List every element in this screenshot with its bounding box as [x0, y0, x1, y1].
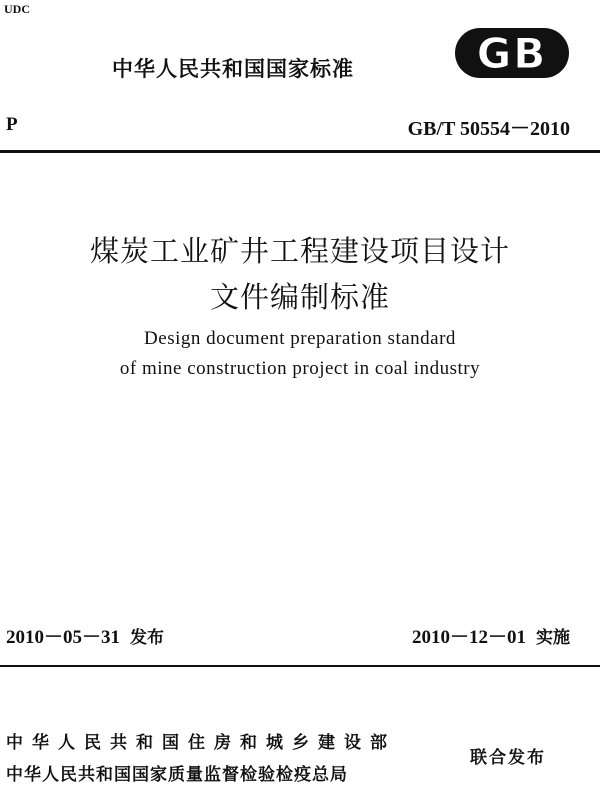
- title-cn-line1: 煤炭工业矿井工程建设项目设计: [89, 234, 510, 268]
- standard-number: GB/T 50554－2010: [407, 118, 570, 140]
- gb-logo-text: GB: [476, 29, 548, 78]
- joint-issue-label: 联合发布: [470, 748, 546, 768]
- top-divider: [0, 150, 600, 153]
- gb-logo-icon: [453, 24, 571, 82]
- udc-label: UDC: [4, 2, 30, 16]
- implement-date: 2010－12－01: [411, 627, 526, 648]
- national-standard-heading: 中华人民共和国国家标准: [112, 57, 354, 81]
- title-cn-line2: 文件编制标准: [209, 280, 390, 314]
- issue-date: 2010－05－31: [6, 627, 121, 648]
- implement-word: 实施: [536, 628, 570, 648]
- issue-word: 发布: [130, 628, 165, 648]
- implement-date-block: [412, 622, 570, 649]
- bottom-divider: [0, 665, 600, 667]
- title-en-line1: Design document preparation standard: [144, 328, 456, 349]
- category-code: P: [6, 114, 18, 135]
- issuer-aqsiq: 中华人民共和国国家质量监督检验检疫总局: [6, 765, 348, 785]
- issuer-ministry: 中华人民共和国住房和城乡建设部: [6, 733, 396, 753]
- issue-date-block: [6, 622, 164, 649]
- title-en-line2: of mine construction project in coal industry: [119, 358, 481, 379]
